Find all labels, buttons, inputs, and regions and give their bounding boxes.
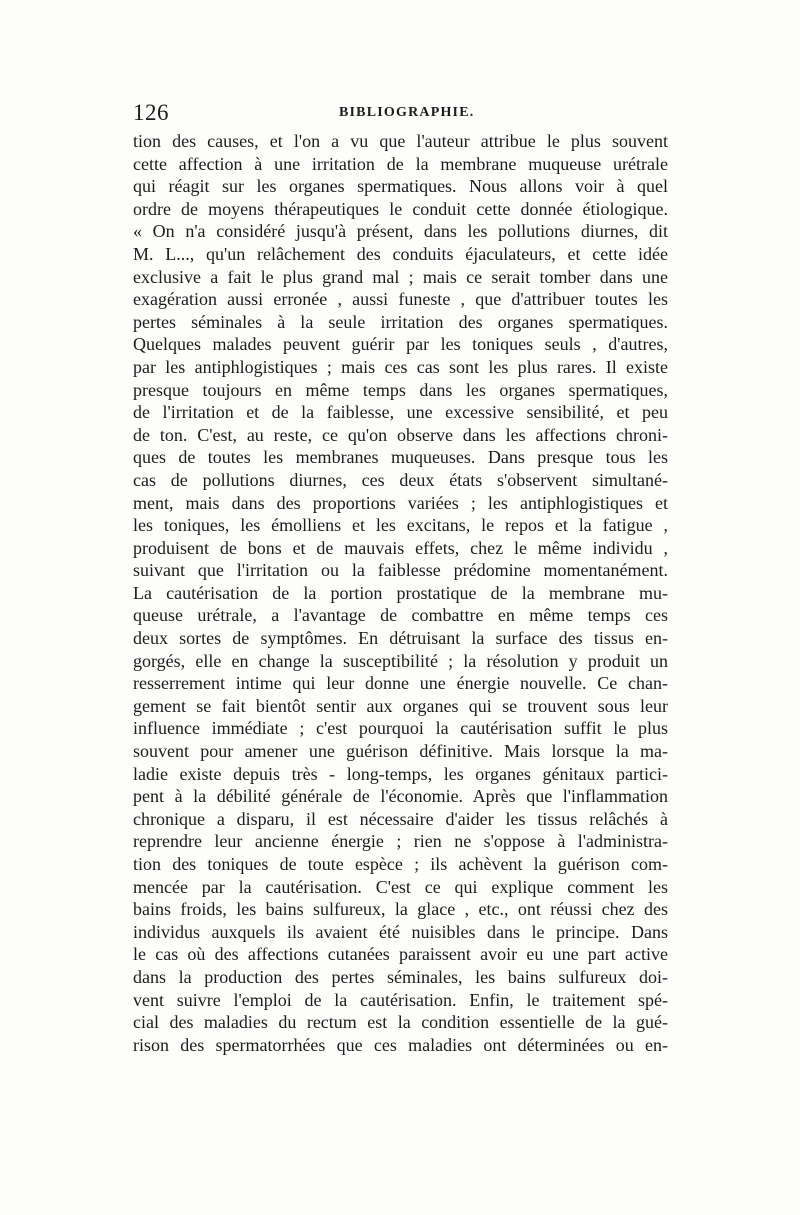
text-line: La cautérisation de la portion prostatique de la membrane mu- — [133, 582, 668, 603]
text-line: par les antiphlogistiques ; mais ces cas sont les plus rares. Il existe — [133, 356, 668, 377]
text-line: deux sortes de symptômes. En détruisant la surface des tissus en- — [133, 628, 668, 649]
page-header — [133, 100, 668, 124]
text-line: souvent pour amener une guérison définitive. Mais lorsque la ma- — [133, 741, 668, 762]
text-line: cial des maladies du rectum est la condition essentielle de la gué- — [133, 1012, 668, 1033]
text-line: cette affection à une irritation de la membrane muqueuse urétrale — [133, 153, 668, 174]
text-line: ordre de moyens thérapeutiques le conduit cette donnée étiologique. — [133, 198, 668, 219]
text-line: exagération aussi erronée , aussi funeste , que d'attribuer toutes les — [133, 289, 668, 310]
text-line: gement se fait bientôt sentir aux organes qui se trouvent sous leur — [133, 695, 668, 716]
text-line: bains froids, les bains sulfureux, la glace , etc., ont réussi chez des — [133, 899, 668, 920]
text-line: influence immédiate ; c'est pourquoi la cautérisation suffit le plus — [133, 718, 668, 739]
text-line: pent à la débilité générale de l'économie. Après que l'inflammation — [133, 786, 668, 807]
running-title: BIBLIOGRAPHIE. — [339, 105, 475, 120]
text-line: ladie existe depuis très - long-temps, les organes génitaux partici- — [133, 763, 668, 784]
text-line: M. L..., qu'un relâchement des conduits éjaculateurs, et cette idée — [133, 243, 668, 264]
body-text — [133, 130, 668, 1056]
text-line: ment, mais dans des proportions variées ; les antiphlogistiques et — [133, 492, 668, 513]
text-line: rison des spermatorrhées que ces maladies ont déterminées ou en- — [133, 1034, 668, 1055]
text-line: vent suivre l'emploi de la cautérisation. Enfin, le traitement spé- — [133, 989, 668, 1010]
text-line: tion des toniques de toute espèce ; ils achèvent la guérison com- — [133, 854, 668, 874]
text-line: Quelques malades peuvent guérir par les toniques seuls , d'autres, — [133, 334, 668, 355]
text-line: pertes séminales à la seule irritation des organes spermatiques. — [133, 311, 668, 332]
text-line: « On n'a considéré jusqu'à présent, dans les pollutions diurnes, dit — [133, 221, 668, 242]
page-number: 126 — [133, 100, 169, 125]
text-line: de l'irritation et de la faiblesse, une excessive sensibilité, et peu — [133, 402, 668, 423]
text-line: chronique a disparu, il est nécessaire d'aider les tissus relâchés à — [133, 808, 668, 829]
text-line: dans la production des pertes séminales, les bains sulfureux doi- — [133, 966, 668, 987]
text-line: suivant que l'irritation ou la faiblesse prédomine momentanément. — [133, 560, 668, 581]
text-line: produisent de bons et de mauvais effets, chez le même individu , — [133, 537, 668, 558]
text-line: individus auxquels ils avaient été nuisibles dans le principe. Dans — [133, 921, 668, 942]
text-line: de ton. C'est, au reste, ce qu'on observe dans les affections chroni- — [133, 424, 668, 445]
text-line: les toniques, les émolliens et les excitans, le repos et la fatigue , — [133, 515, 668, 536]
text-line: exclusive a fait le plus grand mal ; mais ce serait tomber dans une — [133, 266, 668, 287]
text-line: ques de toutes les membranes muqueuses. Dans presque tous les — [133, 447, 668, 468]
text-line: mencée par la cautérisation. C'est ce qui explique comment les — [133, 876, 668, 897]
text-line: le cas où des affections cutanées paraissent avoir eu une part active — [133, 944, 668, 965]
text-line: qui réagit sur les organes spermatiques. Nous allons voir à quel — [133, 176, 668, 197]
text-line: cas de pollutions diurnes, ces deux états s'observent simultané- — [133, 469, 668, 490]
text-line: resserrement intime qui leur donne une énergie nouvelle. Ce chan- — [133, 673, 668, 694]
text-line: reprendre leur ancienne énergie ; rien ne s'oppose à l'administra- — [133, 831, 668, 852]
text-line: presque toujours en même temps dans les organes spermatiques, — [133, 379, 668, 400]
text-line: queuse urétrale, a l'avantage de combattre en même temps ces — [133, 605, 668, 626]
text-line: gorgés, elle en change la susceptibilité ; la résolution y produit un — [133, 650, 668, 671]
text-line: tion des causes, et l'on a vu que l'auteur attribue le plus souvent — [133, 131, 668, 151]
